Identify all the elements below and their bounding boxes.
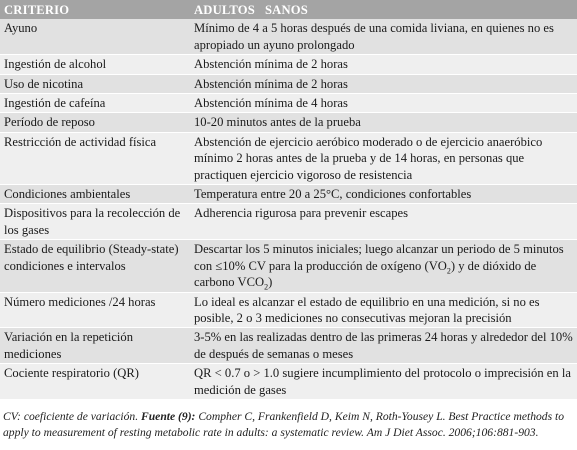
criterio-cell: Ingestión de alcohol <box>0 55 190 74</box>
valor-cell: 10-20 minutos antes de la prueba <box>190 113 577 132</box>
header-criterio: CRITERIO <box>0 0 190 19</box>
table-row <box>0 292 577 328</box>
table-row <box>0 55 577 74</box>
valor-cell: Lo ideal es alcanzar el estado de equilibrio en una medición, si no es posible, 2 o 3 mediciones no consecutivas mejoran la precisión <box>190 292 577 328</box>
valor-cell: Abstención mínima de 4 horas <box>190 94 577 113</box>
valor-text-part: ) <box>268 275 273 290</box>
caption-source-text: Compher C, Frankenfield D, Keim N, Roth-Yousey L. Best Practice methods to apply to measurement of resting metabolic rate in adults: a systematic review. Am J Diet Assoc. 2006;106:881-903. <box>3 409 565 440</box>
table-caption <box>0 400 577 442</box>
subscript-2: 2 <box>264 282 269 292</box>
criterio-cell: Variación en la repetición mediciones <box>0 328 190 364</box>
valor-text-part: Descartar los 5 minutos iniciales; luego alcanzar un periodo de 5 minutos con ≤10% CV para la producción de oxígeno (VO <box>194 242 564 273</box>
valor-cell <box>190 240 577 292</box>
criterio-cell: Dispositivos para la recolección de los gases <box>0 204 190 240</box>
table-row <box>0 240 577 292</box>
valor-text-part: ) y de dióxido de carbono VCO <box>194 258 537 290</box>
caption-source-label: Fuente (9): <box>141 409 196 423</box>
valor-cell: Temperatura entre 20 a 25°C, condiciones confortables <box>190 185 577 204</box>
criterio-cell: Uso de nicotina <box>0 74 190 93</box>
criterio-cell: Ayuno <box>0 19 190 54</box>
table-row <box>0 94 577 113</box>
valor-cell: Abstención mínima de 2 horas <box>190 74 577 93</box>
valor-cell: Mínimo de 4 a 5 horas después de una comida liviana, en quienes no es apropiado un ayuno prolongado <box>190 19 577 54</box>
criterio-cell: Período de reposo <box>0 113 190 132</box>
criterio-cell: Ingestión de cafeína <box>0 94 190 113</box>
table-row <box>0 19 577 54</box>
valor-cell: Abstención mínima de 2 horas <box>190 55 577 74</box>
table-row <box>0 74 577 93</box>
criterio-cell: Restricción de actividad física <box>0 132 190 184</box>
table-row <box>0 132 577 184</box>
criterio-cell: Estado de equilibrio (Steady-state) condiciones e intervalos <box>0 240 190 292</box>
valor-cell: 3-5% en las realizadas dentro de las primeras 24 horas y alrededor del 10% de después de semanas o meses <box>190 328 577 364</box>
valor-cell: Adherencia rigurosa para prevenir escapes <box>190 204 577 240</box>
criterio-cell: Condiciones ambientales <box>0 185 190 204</box>
criterio-cell: Número mediciones /24 horas <box>0 292 190 328</box>
table-header-row <box>0 0 577 19</box>
valor-cell: QR < 0.7 o > 1.0 sugiere incumplimiento del protocolo o imprecisión en la medición de gases <box>190 364 577 400</box>
subscript-2: 2 <box>446 266 451 276</box>
table-row <box>0 328 577 364</box>
table-row <box>0 113 577 132</box>
table-row <box>0 204 577 240</box>
caption-lead: CV: coeficiente de variación. <box>3 409 141 423</box>
criterio-cell: Cociente respiratorio (QR) <box>0 364 190 400</box>
header-adultos-sanos: ADULTOS SANOS <box>190 0 577 19</box>
table-row <box>0 364 577 400</box>
table-row <box>0 185 577 204</box>
valor-cell: Abstención de ejercicio aeróbico moderado o de ejercicio anaeróbico mínimo 2 horas antes de la prueba y de 14 horas, en personas que practiquen ejercicio vigoroso de resistencia <box>190 132 577 184</box>
